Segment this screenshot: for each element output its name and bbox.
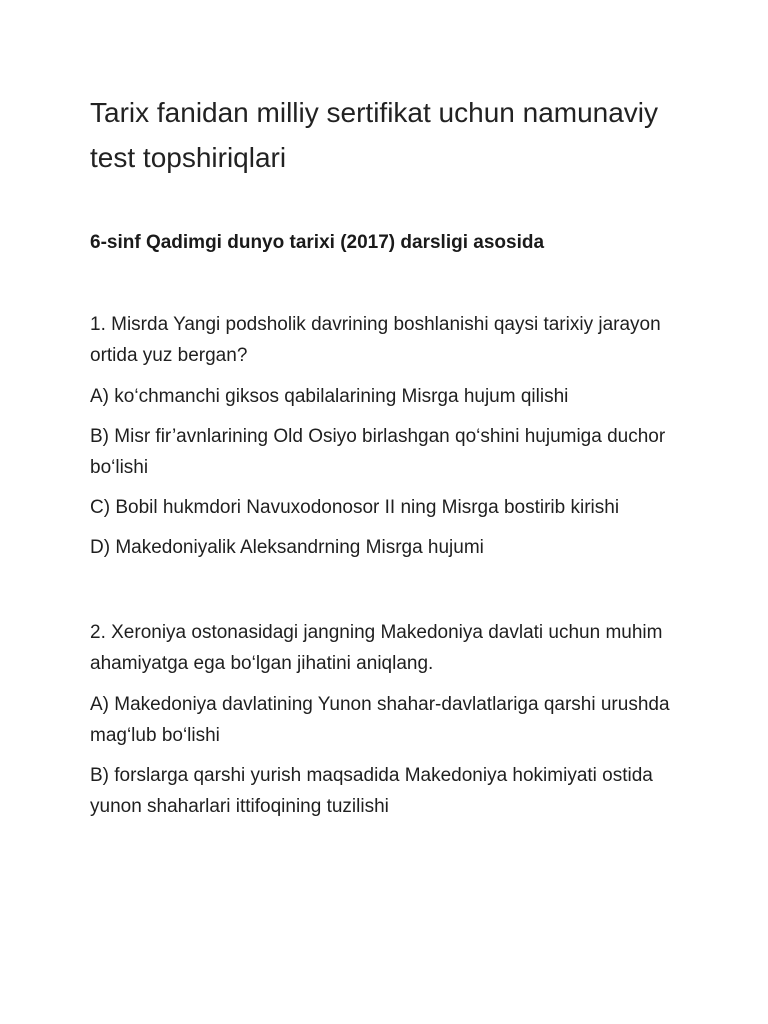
question-text: 2. Xeroniya ostonasidagi jangning Makedoniya davlati uchun muhim ahamiyatga ega bo‘lgan jihatini aniqlang.: [90, 622, 663, 674]
answer-option-a: A) ko‘chmanchi giksos qabilalarining Misrga hujum qilishi: [90, 386, 569, 407]
answer-option-a: A) Makedoniya davlatining Yunon shahar-davlatlariga qarshi urushda mag‘lub bo‘lishi: [90, 694, 670, 746]
answer-option-b: B) Misr fir’avnlarining Old Osiyo birlashgan qo‘shini hujumiga duchor bo‘lishi: [90, 426, 666, 478]
answer-option-d: D) Makedoniyalik Aleksandrning Misrga hujumi: [90, 537, 484, 558]
answer-option-b: B) forslarga qarshi yurish maqsadida Makedoniya hokimiyati ostida yunon shaharlari ittifoqining tuzilishi: [90, 765, 653, 817]
document-title: Tarix fanidan milliy sertifikat uchun namunaviy test topshiriqlari: [90, 97, 659, 173]
question-text: 1. Misrda Yangi podsholik davrining boshlanishi qaysi tarixiy jarayon ortida yuz bergan?: [90, 314, 661, 366]
answer-option-c: C) Bobil hukmdori Navuxodonosor II ning Misrga bostirib kirishi: [90, 497, 620, 518]
question-2: [90, 617, 690, 822]
question-1: [90, 309, 690, 563]
document-subtitle: 6-sinf Qadimgi dunyo tarixi (2017) darsligi asosida: [90, 232, 545, 253]
document-page: [90, 90, 690, 822]
